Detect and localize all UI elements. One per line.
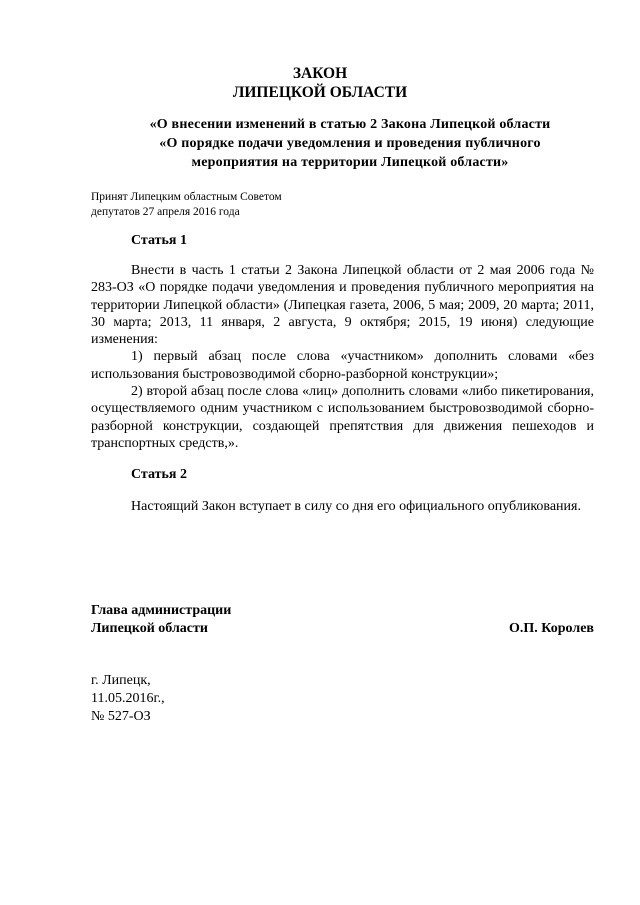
adoption-line: Принят Липецким областным Советом — [91, 191, 282, 203]
article-2-heading: Статья 2 — [131, 467, 187, 482]
signature-row — [91, 620, 594, 638]
signature-block — [91, 602, 594, 638]
footer-city: г. Липецк, — [91, 673, 151, 688]
article-1-heading: Статья 1 — [131, 233, 187, 248]
article-1-paragraph: Внести в часть 1 статьи 2 Закона Липецкой области от 2 мая 2006 года № 283-ОЗ «О порядке подачи уведомления и проведения публичного мероприятия на территории Липецкой области» (Липецкая газета, 2006, 5 мая; 2009, 20 марта; 2011, 30 марта; 2013, 11 января, 2 августа, 9 октября; 2015, 19 июня) следующие изменения: — [91, 263, 594, 348]
article-2-body — [91, 498, 594, 515]
document-title-line2: ЛИПЕЦКОЙ ОБЛАСТИ — [232, 84, 408, 101]
signature-position-line1: Глава администрации — [91, 603, 232, 618]
article-1-body — [91, 262, 594, 452]
article-2-paragraph: Настоящий Закон вступает в силу со дня его официального опубликования. — [131, 499, 581, 514]
document-footer — [91, 672, 165, 726]
document-subtitle — [60, 115, 640, 172]
subtitle-line: «О порядке подачи уведомления и проведения публичного — [159, 136, 541, 151]
subtitle-line: «О внесении изменений в статью 2 Закона Липецкой области — [149, 117, 551, 132]
adoption-line: депутатов 27 апреля 2016 года — [91, 205, 240, 218]
subtitle-line: мероприятия на территории Липецкой области» — [191, 155, 509, 170]
article-1-paragraph: 1) первый абзац после слова «участником» дополнить словами «без использования быстровозводимой сборно-разборной конструкции»; — [91, 349, 594, 382]
footer-number: № 527-ОЗ — [91, 709, 151, 724]
article-1-paragraph: 2) второй абзац после слова «лиц» дополнить словами «либо пикетирования, осуществляемого одним участником с использованием быстровозводимой сборно-разборной конструкции, создающей препятствия для движения пешеходов и транспортных средств,». — [91, 384, 594, 451]
signatory-name: О.П. Королев — [509, 621, 594, 636]
footer-date: 11.05.2016г., — [91, 691, 165, 706]
document-title-line1: ЗАКОН — [292, 65, 348, 82]
signature-position-line2: Липецкой области — [91, 621, 208, 636]
adoption-note — [91, 190, 282, 219]
